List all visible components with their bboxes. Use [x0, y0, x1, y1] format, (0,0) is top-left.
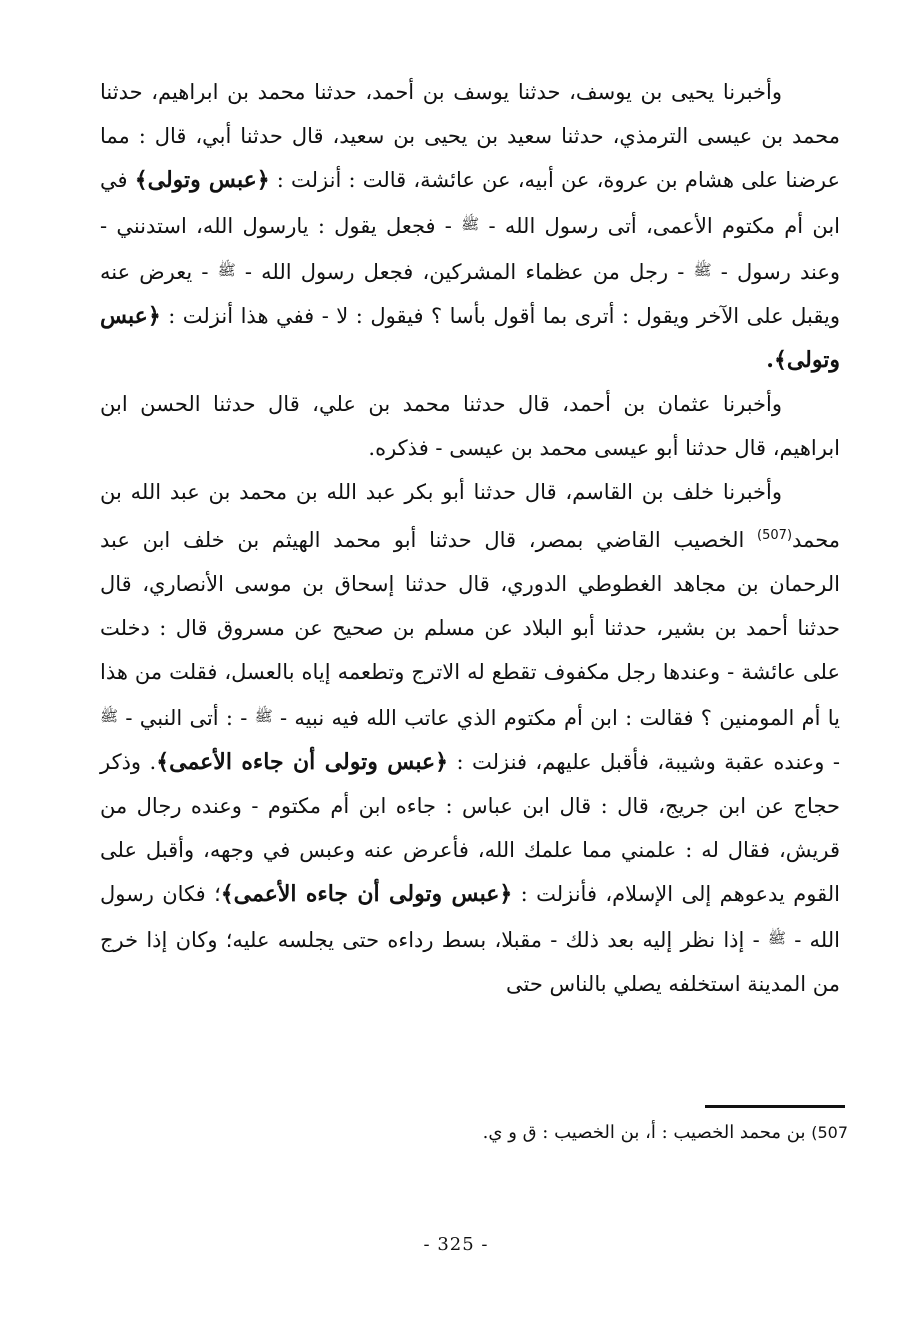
main-text: [100, 70, 840, 1006]
paragraph: [100, 382, 840, 470]
text-segment: وأخبرنا عثمان بن أحمد، قال حدثنا محمد بن علي، قال حدثنا الحسن ابن ابراهيم، قال حدثنا أبو عيسى محمد بن عيسى - فذكره.: [100, 392, 840, 460]
quran-quote: ﴿عبس وتولى﴾.: [100, 303, 840, 373]
quran-quote: ﴿عبس وتولى أن جاءه الأعمى﴾: [156, 749, 449, 775]
footnote: [300, 1118, 848, 1148]
footnote-text: بن محمد الخصيب : أ، بن الخصيب : ق و ي.: [482, 1122, 812, 1143]
honorific-glyph: ﷺ: [693, 261, 712, 279]
honorific-glyph: ﷺ: [461, 215, 480, 233]
footnote-separator: [705, 1105, 845, 1108]
text-segment: وأخبرنا يحيى بن يوسف، حدثنا يوسف بن أحمد، حدثنا محمد بن ابراهيم، حدثنا محمد بن عيسى الترمذي، حدثنا سعيد بن يحيى بن سعيد، قال حدثنا أبي، قال : مما عرضنا على هشام بن عروة، عن أبيه، عن عائشة، قالت : أنزلت :: [100, 80, 841, 192]
quran-quote: ﴿عبس وتولى أن جاءه الأعمى﴾: [220, 881, 513, 907]
footnote-number: 507): [811, 1123, 848, 1142]
text-segment: - إذا نظر إليه بعد ذلك - مقبلا، بسط رداءه حتى يجلسه عليه؛ وكان إذا خرج من المدينة استخلفه يصلي بالناس حتى: [100, 928, 840, 996]
text-segment: في ابن أم مكتوم الأعمى، أتى رسول الله -: [100, 168, 841, 238]
honorific-glyph: ﷺ: [100, 707, 119, 725]
text-segment: ؛ فكان رسول الله -: [100, 882, 840, 952]
text-segment: - : أتى النبي -: [118, 706, 255, 730]
text-segment: - وعنده عقبة وشيبة، فأقبل عليهم، فنزلت :: [448, 750, 841, 774]
text-segment: . وذكر حجاج عن ابن جريج، قال : قال ابن عباس : جاءه ابن أم مكتوم - وعنده رجال من قريش، فقال له : علمني مما علمك الله، فأعرض عنه وعبس في وجهه، وأقبل على القوم يدعوهم إلى الإسلام، فأنزلت :: [100, 750, 840, 906]
honorific-glyph: ﷺ: [767, 929, 787, 947]
paragraph: [100, 470, 840, 1006]
quran-quote: ﴿عبس وتولى﴾: [134, 167, 270, 193]
paragraph: [100, 70, 840, 382]
page-number: - 325 -: [423, 1234, 489, 1255]
text-segment: - فجعل يقول : يارسول الله، استدنني - وعند رسول -: [100, 214, 841, 284]
honorific-glyph: ﷺ: [254, 707, 273, 725]
text-segment: - يعرض عنه ويقبل على الآخر ويقول : أترى بما أقول بأسا ؟ فيقول : لا - ففي هذا أنزلت :: [100, 260, 840, 328]
text-segment: وأخبرنا خلف بن القاسم، قال حدثنا أبو بكر عبد الله بن محمد بن عبد الله بن محمد: [100, 480, 840, 552]
text-segment: الخصيب القاضي بمصر، قال حدثنا أبو محمد الهيثم بن خلف ابن عبد الرحمان بن مجاهد الغطوطي الدوري، قال حدثنا إسحاق بن موسى الأنصاري، قال حدثنا أحمد بن بشير، حدثنا أبو البلاد عن مسلم بن صحيح عن مسروق قال : دخلت على عائشة - وعندها رجل مكفوف تقطع له الاترج وتطعمه إياه بالعسل، فقلت من هذا يا أم المومنين ؟ فقالت : ابن أم مكتوم الذي عاتب الله فيه نبيه -: [100, 528, 840, 730]
text-segment: - رجل من عظماء المشركين، فجعل رسول الله -: [235, 260, 694, 284]
honorific-glyph: ﷺ: [217, 261, 236, 279]
footnote-reference: (507): [757, 528, 793, 543]
